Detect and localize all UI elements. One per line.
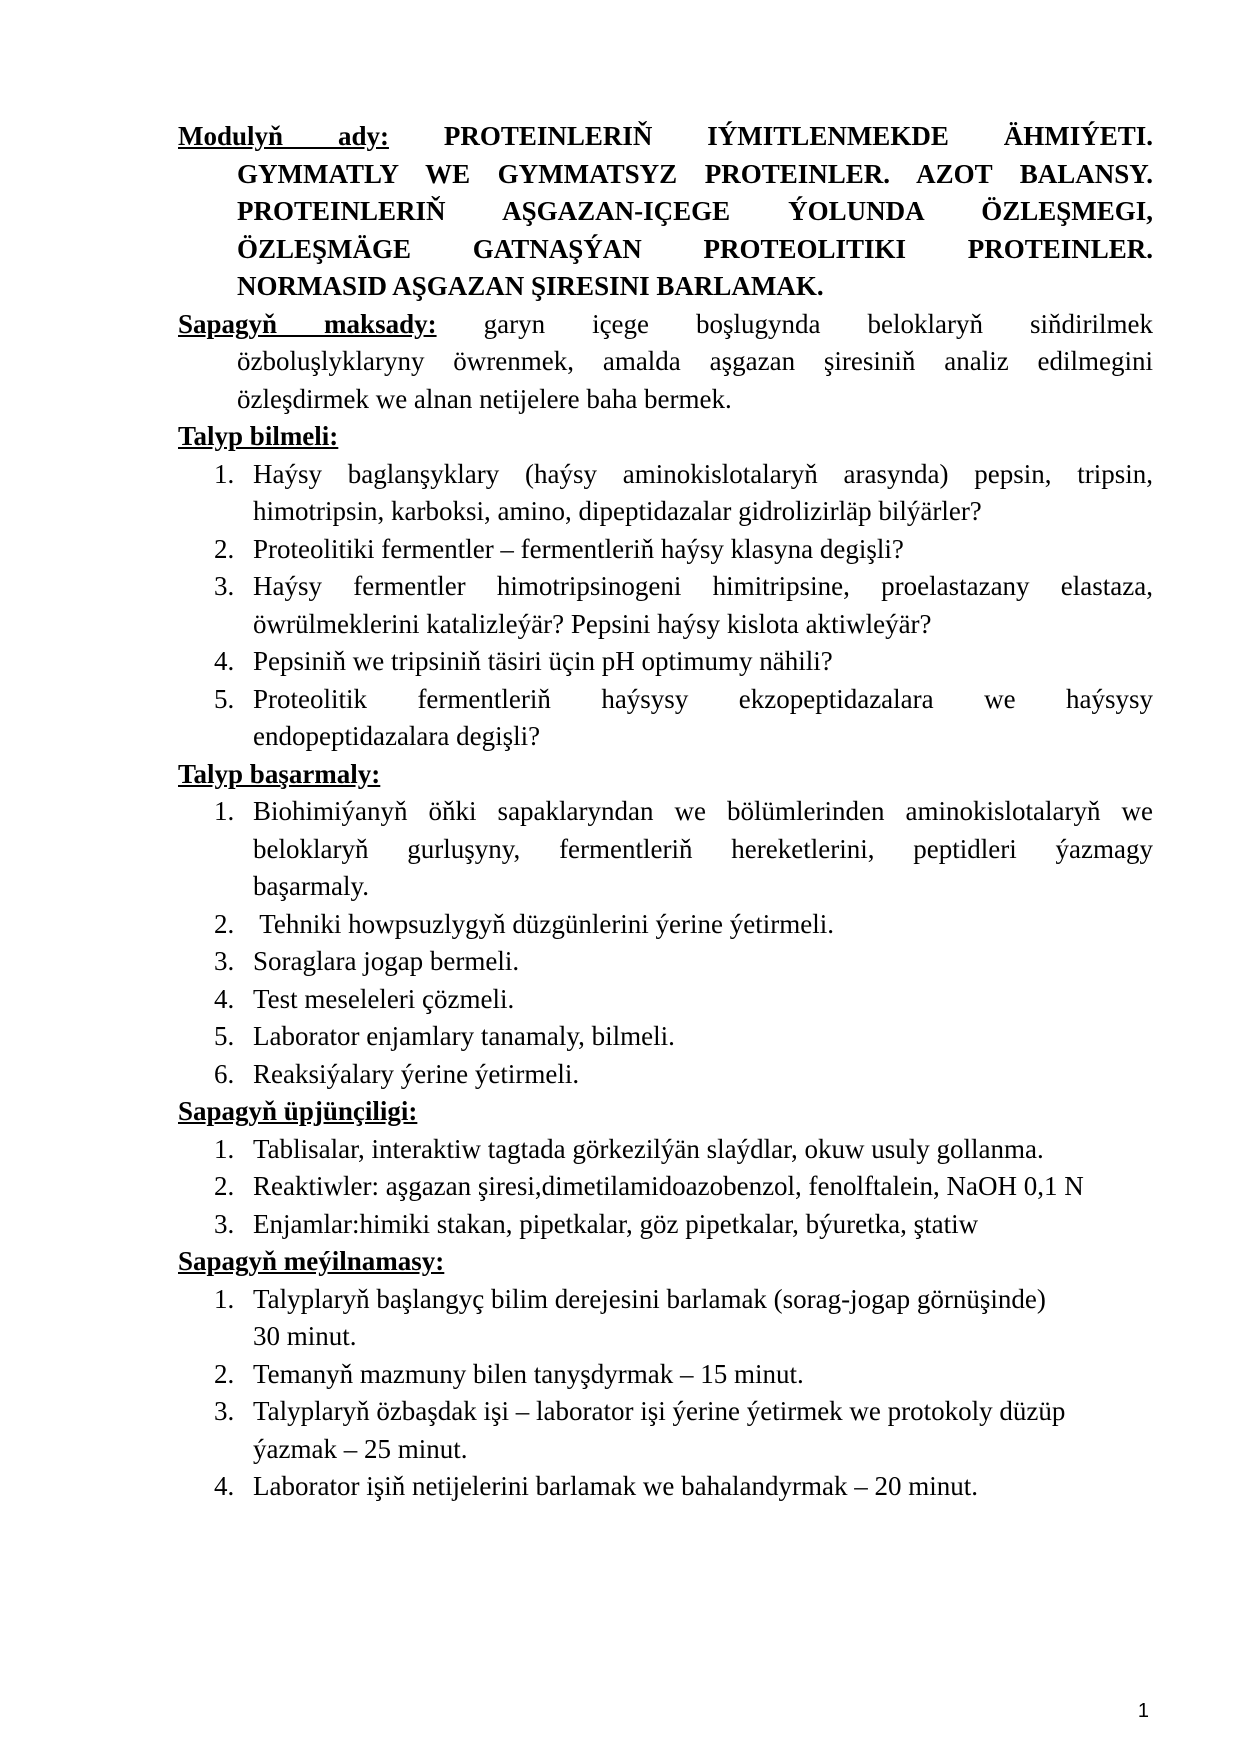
goal-text: garyn içege boşlugynda beloklaryň siňdirilmek xyxy=(483,308,1153,339)
list-item xyxy=(178,643,1153,681)
goal-line-2: özboluşlyklaryny öwrenmek, amalda aşgazan şiresiniň analiz edilmegini xyxy=(237,346,1153,376)
list-item-line: Test meseleleri çözmeli. xyxy=(253,983,515,1014)
list-item-line: Talyplaryň başlangyç bilim derejesini barlamak (sorag-jogap görnüşinde) xyxy=(253,1283,1046,1314)
list-item-line: Haýsy baglanşyklary (haýsy aminokislotalaryň arasynda) pepsin, tripsin, xyxy=(253,458,1153,489)
list-item-line: Temanyň mazmuny bilen tanyşdyrmak – 15 minut. xyxy=(253,1358,804,1389)
list-item xyxy=(178,793,1153,906)
module-label: Modulyň ady: xyxy=(178,121,389,151)
goal-label: Sapagyň maksady: xyxy=(178,308,437,339)
list-number: 2. xyxy=(214,908,235,939)
list-item xyxy=(178,981,1153,1019)
list-item-line: Laborator işiň netijelerini barlamak we bahalandyrmak – 20 minut. xyxy=(253,1471,979,1501)
module-title-line-3: PROTEINLERIŇ AŞGAZAN-IÇEGE ÝOLUNDA ÖZLEŞMEGI, xyxy=(237,196,1153,226)
list-number: 4. xyxy=(214,983,235,1014)
know-list xyxy=(178,456,1153,756)
module-title-line-4: ÖZLEŞMÄGE GATNAŞÝAN PROTEOLITIKI PROTEINLER. xyxy=(237,233,1153,264)
list-item xyxy=(178,1018,1153,1056)
list-item-line: Haýsy fermentler himotripsinogeni himitripsine, proelastazany elastaza, xyxy=(253,571,1153,601)
section-heading-plan: Sapagyň meýilnamasy: xyxy=(178,1246,445,1276)
do-list xyxy=(178,793,1153,1093)
list-number: 6. xyxy=(214,1058,235,1089)
list-item-line: Biohimiýanyň öňki sapaklaryndan we bölümlerinden aminokislotalaryň we xyxy=(253,796,1153,826)
module-title-line-2: GYMMATLY WE GYMMATSYZ PROTEINLER. AZOT BALANSY. xyxy=(237,158,1153,189)
list-number: 3. xyxy=(214,1208,235,1239)
plan-list xyxy=(178,1281,1153,1506)
list-item-line: Soraglara jogap bermeli. xyxy=(253,946,520,976)
list-number: 4. xyxy=(214,1471,235,1501)
list-number: 5. xyxy=(214,683,235,714)
list-item-line: Pepsiniň we tripsiniň täsiri üçin pH optimumy nähili? xyxy=(253,646,833,676)
list-number: 2. xyxy=(214,1358,235,1389)
list-item-line: himotripsin, karboksi, amino, dipeptidazalar gidrolizirläp bilýärler? xyxy=(253,496,982,526)
list-item xyxy=(178,456,1153,531)
list-item-line: beloklaryň gurluşyny, fermentleriň hereketlerini, peptidleri ýazmagy xyxy=(253,833,1153,864)
section-heading-equipment: Sapagyň üpjünçiligi: xyxy=(178,1096,418,1126)
list-item xyxy=(178,1056,1153,1094)
module-title-line-1 xyxy=(178,118,1153,156)
list-item xyxy=(178,568,1153,643)
list-item-line: Tehniki howpsuzlygyň düzgünlerini ýerine ýetirmeli. xyxy=(253,908,834,939)
list-number: 3. xyxy=(214,571,235,601)
module-title-line-5: NORMASID AŞGAZAN ŞIRESINI BARLAMAK. xyxy=(237,271,824,301)
list-item-line: öwrülmeklerini katalizleýär? Pepsini haýsy kislota aktiwleýär? xyxy=(253,608,932,639)
list-item-line: başarmaly. xyxy=(253,871,369,901)
section-heading-do: Talyp başarmaly: xyxy=(178,758,381,789)
equipment-list xyxy=(178,1131,1153,1244)
list-number: 4. xyxy=(214,646,235,676)
list-item-line: Reaksiýalary ýerine ýetirmeli. xyxy=(253,1058,580,1089)
list-item-line: endopeptidazalara degişli? xyxy=(253,721,541,751)
document-page xyxy=(178,118,1153,1506)
list-item-line: ýazmak – 25 minut. xyxy=(253,1433,468,1464)
list-number: 1. xyxy=(214,1283,235,1314)
goal-line-3: özleşdirmek we alnan netijelere baha bermek. xyxy=(237,383,732,414)
section-heading-know: Talyp bilmeli: xyxy=(178,421,339,451)
list-item-line: Reaktiwler: aşgazan şiresi,dimetilamidoazobenzol, fenolftalein, NaOH 0,1 N xyxy=(253,1171,1084,1201)
list-item xyxy=(178,1131,1153,1169)
list-item xyxy=(178,1393,1153,1468)
list-item-line: Laborator enjamlary tanamaly, bilmeli. xyxy=(253,1021,675,1051)
list-item xyxy=(178,1468,1153,1506)
module-title-text: PROTEINLERIŇ IÝMITLENMEKDE ÄHMIÝETI. xyxy=(443,121,1153,151)
list-item xyxy=(178,681,1153,756)
list-number: 1. xyxy=(214,458,235,489)
list-item xyxy=(178,1281,1153,1356)
list-item xyxy=(178,906,1153,944)
list-number: 3. xyxy=(214,946,235,976)
list-number: 2. xyxy=(214,533,235,564)
list-item-line: Enjamlar:himiki stakan, pipetkalar, göz pipetkalar, býuretka, ştatiw xyxy=(253,1208,979,1239)
list-number: 1. xyxy=(214,796,235,826)
list-item-line: 30 minut. xyxy=(253,1321,357,1351)
list-item xyxy=(178,943,1153,981)
list-item-line: Tablisalar, interaktiw tagtada görkezilýän slaýdlar, okuw usuly gollanma. xyxy=(253,1133,1044,1164)
list-item-line: Proteolitiki fermentler – fermentleriň haýsy klasyna degişli? xyxy=(253,533,904,564)
list-item xyxy=(178,1206,1153,1244)
page-number: 1 xyxy=(1137,1700,1149,1722)
list-item xyxy=(178,1168,1153,1206)
list-number: 2. xyxy=(214,1171,235,1201)
list-item xyxy=(178,531,1153,569)
list-number: 3. xyxy=(214,1396,235,1426)
goal-line-1 xyxy=(178,306,1153,344)
list-number: 1. xyxy=(214,1133,235,1164)
list-item xyxy=(178,1356,1153,1394)
list-item-line: Talyplaryň özbaşdak işi – laborator işi ýerine ýetirmek we protokoly düzüp xyxy=(253,1396,1066,1426)
list-item-line: Proteolitik fermentleriň haýsysy ekzopeptidazalara we haýsysy xyxy=(253,683,1153,714)
list-number: 5. xyxy=(214,1021,235,1051)
